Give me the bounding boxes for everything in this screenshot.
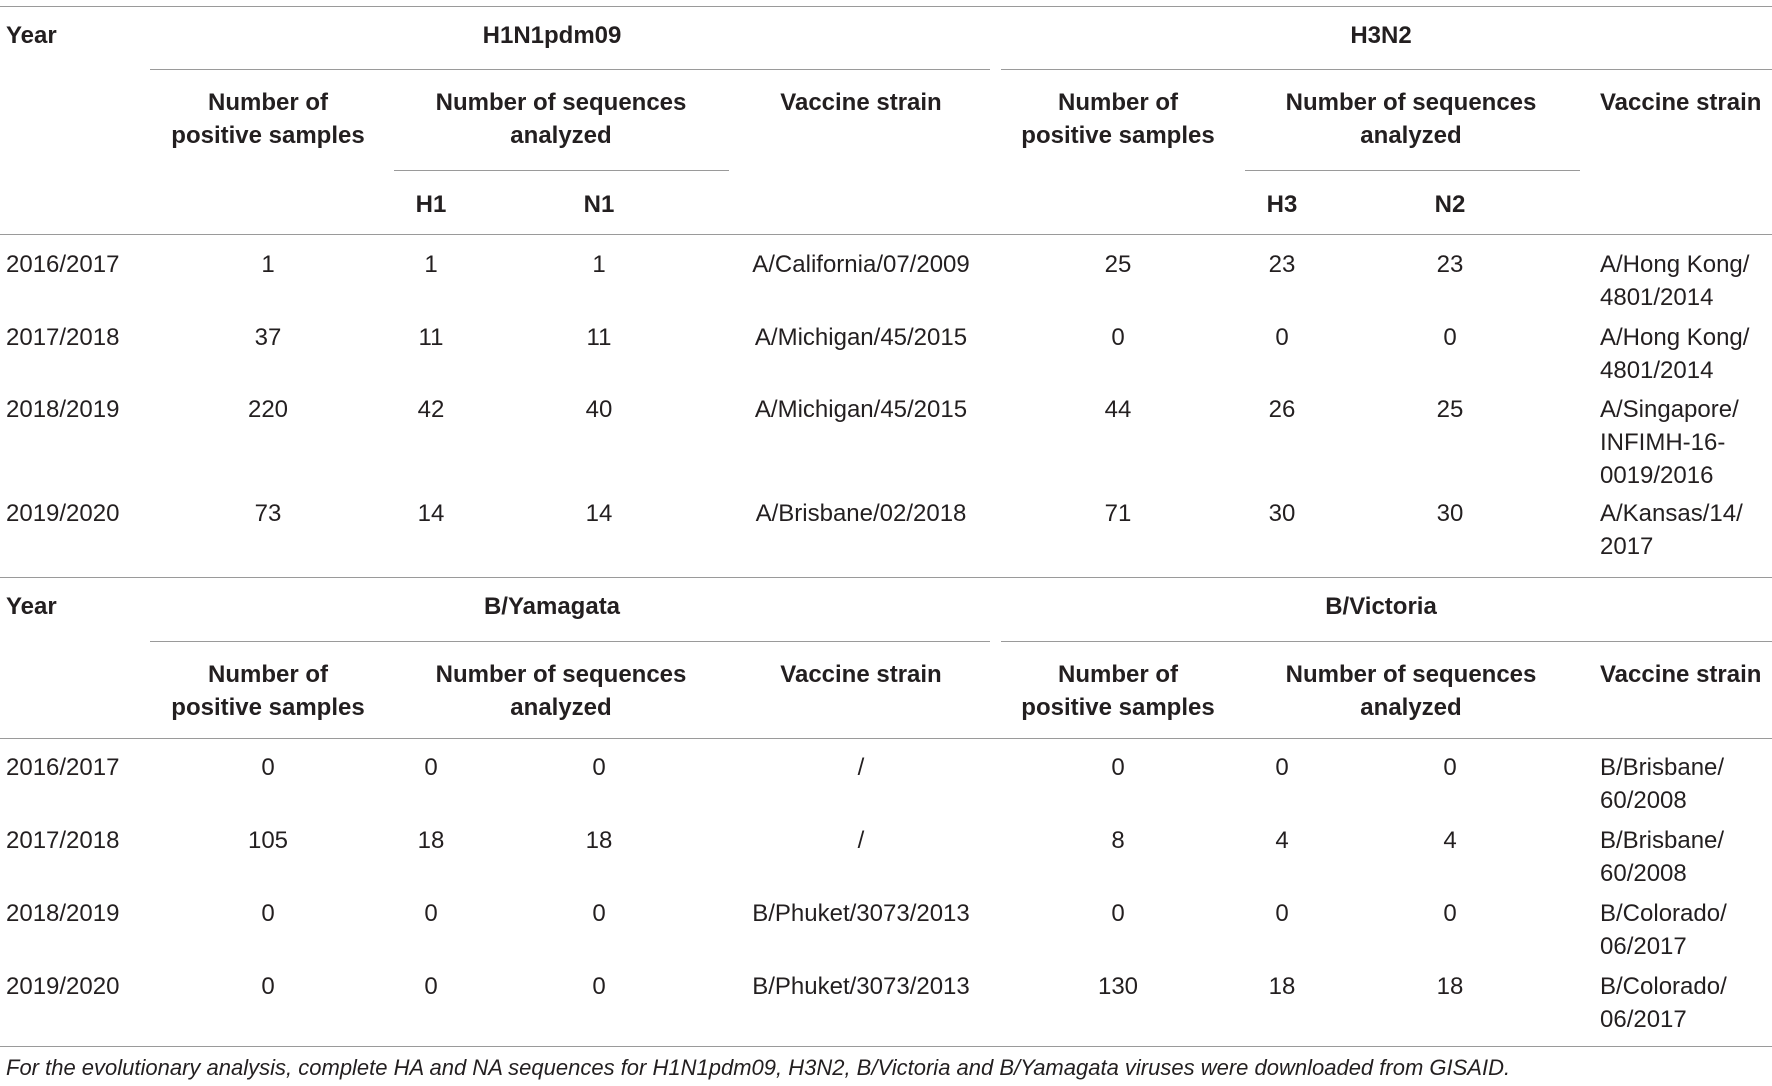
group-rule-h1n1	[150, 69, 990, 70]
year-cell: 2018/2019	[6, 396, 120, 423]
positive-samples-cell: 130	[1097, 973, 1139, 1000]
na-cell: 4	[1443, 827, 1457, 854]
h3-cell: 0	[1275, 324, 1289, 351]
positive-samples-cell: 0	[1111, 324, 1125, 351]
vaccine-strain-header: Vaccine strain	[780, 89, 942, 116]
h3-cell: 23	[1268, 251, 1296, 278]
h1-cell: 42	[417, 396, 445, 423]
year-header: Year	[6, 593, 57, 620]
vaccine-strain-cell: A/Michigan/45/2015	[754, 396, 968, 423]
na-cell: 0	[1443, 754, 1457, 781]
ha-cell: 0	[1275, 754, 1289, 781]
year-cell: 2016/2017	[6, 251, 120, 278]
sequences-header: analyzed	[1360, 694, 1462, 721]
table-top-rule	[0, 6, 1772, 7]
h3-cell: 30	[1268, 500, 1296, 527]
positive-samples-cell: 44	[1104, 396, 1132, 423]
vaccine-strain-cell: 06/2017	[1600, 933, 1687, 960]
ha-cell: 0	[424, 754, 438, 781]
vaccine-strain-cell: A/Hong Kong/	[1600, 324, 1750, 351]
ha-cell: 0	[424, 900, 438, 927]
year-cell: 2018/2019	[6, 900, 120, 927]
n1-cell: 14	[585, 500, 613, 527]
year-cell: 2016/2017	[6, 754, 120, 781]
positive-samples-header: Number of	[1058, 89, 1178, 116]
positive-samples-cell: 0	[1111, 900, 1125, 927]
vaccine-strain-cell: B/Brisbane/	[1600, 827, 1725, 854]
vaccine-strain-cell: /	[857, 827, 865, 854]
vaccine-strain-cell: 4801/2014	[1600, 284, 1714, 311]
vaccine-strain-cell: A/Singapore/	[1600, 396, 1739, 423]
ha-cell: 0	[424, 973, 438, 1000]
vaccine-strain-header: Vaccine strain	[780, 661, 942, 688]
n2-cell: 25	[1436, 396, 1464, 423]
positive-samples-cell: 0	[261, 754, 275, 781]
h1-cell: 11	[418, 324, 444, 351]
vaccine-strain-cell: B/Brisbane/	[1600, 754, 1725, 781]
n1-cell: 11	[586, 324, 612, 351]
vaccine-strain-cell: B/Phuket/3073/2013	[752, 973, 970, 1000]
sequences-header: analyzed	[510, 694, 612, 721]
positive-samples-cell: 37	[254, 324, 282, 351]
sequences-header: analyzed	[510, 122, 612, 149]
vaccine-strain-cell: 06/2017	[1600, 1006, 1687, 1033]
ha-cell: 4	[1275, 827, 1289, 854]
year-cell: 2019/2020	[6, 973, 120, 1000]
subheader-n2: N2	[1434, 191, 1466, 218]
year-cell: 2017/2018	[6, 827, 120, 854]
positive-samples-header: positive samples	[171, 122, 365, 149]
subgroup-rule-h3n2	[1245, 170, 1580, 171]
positive-samples-cell: 71	[1104, 500, 1132, 527]
n2-cell: 30	[1436, 500, 1464, 527]
group-rule-victoria	[1001, 641, 1772, 642]
na-cell: 0	[592, 973, 606, 1000]
sequences-header: Number of sequences	[1285, 89, 1537, 116]
subgroup-rule-h1n1	[394, 170, 729, 171]
sequences-header: Number of sequences	[435, 89, 687, 116]
subheader-h3: H3	[1266, 191, 1298, 218]
group-rule-h3n2	[1001, 69, 1772, 70]
year-cell: 2019/2020	[6, 500, 120, 527]
ha-cell: 18	[417, 827, 445, 854]
positive-samples-cell: 8	[1111, 827, 1125, 854]
sequences-header: Number of sequences	[1285, 661, 1537, 688]
n2-cell: 23	[1436, 251, 1464, 278]
h1-cell: 1	[424, 251, 438, 278]
positive-samples-cell: 105	[247, 827, 289, 854]
vaccine-strain-cell: 2017	[1600, 533, 1654, 560]
positive-samples-cell: 73	[254, 500, 282, 527]
h1-cell: 14	[417, 500, 445, 527]
vaccine-strain-cell: A/California/07/2009	[752, 251, 970, 278]
h3-cell: 26	[1268, 396, 1296, 423]
positive-samples-header: Number of	[208, 661, 328, 688]
vaccine-strain-cell: /	[857, 754, 865, 781]
year-header: Year	[6, 22, 57, 49]
na-cell: 0	[592, 754, 606, 781]
group-header-b-victoria: B/Victoria	[1325, 593, 1437, 620]
n1-cell: 1	[592, 251, 606, 278]
positive-samples-cell: 0	[261, 900, 275, 927]
header-bottom-rule	[0, 738, 1772, 739]
vaccine-strain-cell: INFIMH-16-	[1600, 429, 1726, 456]
na-cell: 0	[592, 900, 606, 927]
n1-cell: 40	[585, 396, 613, 423]
na-cell: 18	[585, 827, 613, 854]
vaccine-strain-header: Vaccine strain	[1600, 661, 1762, 688]
sequences-header: Number of sequences	[435, 661, 687, 688]
subheader-n1: N1	[583, 191, 615, 218]
group-header-b-yamagata: B/Yamagata	[483, 593, 621, 620]
table-bottom-rule	[0, 1046, 1772, 1047]
positive-samples-header: Number of	[208, 89, 328, 116]
positive-samples-cell: 0	[1111, 754, 1125, 781]
positive-samples-header: positive samples	[1021, 694, 1215, 721]
ha-cell: 18	[1268, 973, 1296, 1000]
na-cell: 18	[1436, 973, 1464, 1000]
vaccine-strain-header: Vaccine strain	[1600, 89, 1762, 116]
positive-samples-header: Number of	[1058, 661, 1178, 688]
positive-samples-cell: 220	[247, 396, 289, 423]
positive-samples-header: positive samples	[1021, 122, 1215, 149]
vaccine-strain-cell: 4801/2014	[1600, 357, 1714, 384]
ha-cell: 0	[1275, 900, 1289, 927]
vaccine-strain-cell: 0019/2016	[1600, 462, 1714, 489]
group-header-h3n2: H3N2	[1350, 22, 1412, 49]
positive-samples-cell: 0	[261, 973, 275, 1000]
group-rule-yamagata	[150, 641, 990, 642]
n2-cell: 0	[1443, 324, 1457, 351]
table-footnote: For the evolutionary analysis, complete HA and NA sequences for H1N1pdm09, H3N2, B/Victoria and B/Yamagata viruses were downloaded from GISAID.	[6, 1055, 1511, 1080]
vaccine-strain-cell: A/Brisbane/02/2018	[755, 500, 967, 527]
vaccine-strain-cell: 60/2008	[1600, 860, 1687, 887]
subheader-h1: H1	[415, 191, 447, 218]
table-divider-rule	[0, 577, 1772, 578]
header-bottom-rule	[0, 234, 1772, 235]
year-cell: 2017/2018	[6, 324, 120, 351]
vaccine-strain-cell: B/Colorado/	[1600, 973, 1727, 1000]
vaccine-strain-cell: B/Phuket/3073/2013	[752, 900, 970, 927]
positive-samples-cell: 1	[261, 251, 275, 278]
na-cell: 0	[1443, 900, 1457, 927]
sequences-header: analyzed	[1360, 122, 1462, 149]
vaccine-strain-cell: A/Michigan/45/2015	[754, 324, 968, 351]
vaccine-strain-cell: 60/2008	[1600, 787, 1687, 814]
group-header-h1n1pdm09: H1N1pdm09	[482, 22, 622, 49]
vaccine-strain-cell: A/Hong Kong/	[1600, 251, 1750, 278]
vaccine-strain-cell: B/Colorado/	[1600, 900, 1727, 927]
vaccine-strain-cell: A/Kansas/14/	[1600, 500, 1743, 527]
positive-samples-cell: 25	[1104, 251, 1132, 278]
positive-samples-header: positive samples	[171, 694, 365, 721]
